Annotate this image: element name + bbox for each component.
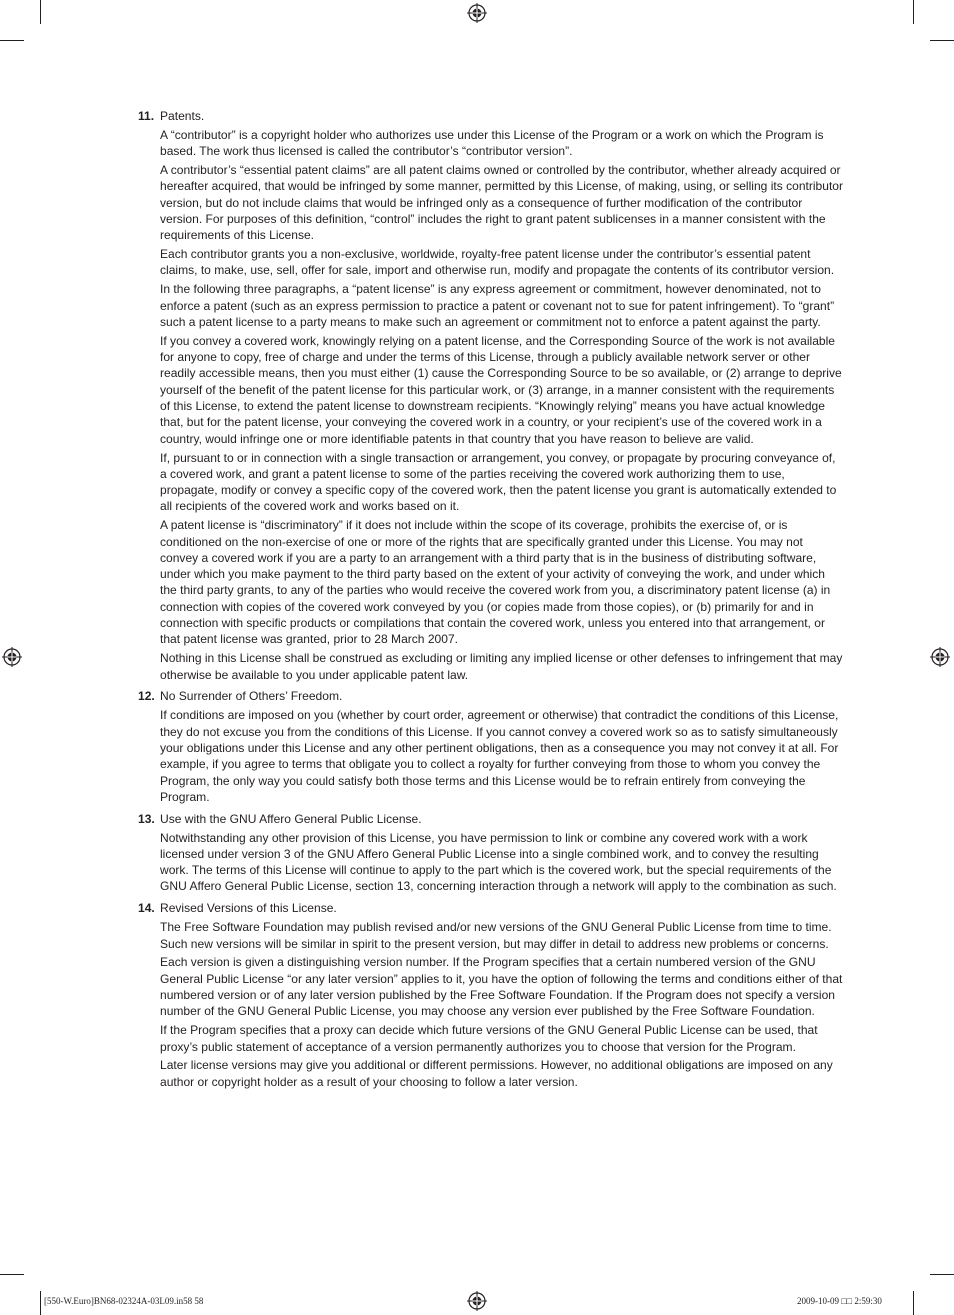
paragraph: If, pursuant to or in connection with a single transaction or arrangement, you convey, or propagate by procuring conveyance of, a covered work, and grant a patent license to some of the parties receiving the covered work authorizing them to use, propagate, modify or convey a specific copy of the covered work, then the patent license you grant is automatically extended to all recipients of the covered work and works based on it.: [160, 450, 837, 514]
section-revised-versions: [138, 900, 844, 1090]
registration-crosshair-icon: [467, 3, 487, 23]
paragraph: If you convey a covered work, knowingly relying on a patent license, and the Corresponding Source of the work is not available for anyone to copy, free of charge and under the terms of this License, through a publicly available network server or other readily accessible means, then you must either (1) cause the Corresponding Source to be so available, or (2) arrange to deprive yourself of the benefit of the patent license for this particular work, or (3) arrange, in a manner consistent with the requirements of this License, to extend the patent license to downstream recipients. “Knowingly relying” means you have actual knowledge that, but for the patent license, your conveying the covered work in a country, or your recipient’s use of the covered work in a country, would infringe one or more identifiable patents in that country that you have reason to believe are valid.: [160, 333, 842, 446]
section-patents: [138, 108, 844, 683]
paragraph: Each version is given a distinguishing version number. If the Program specifies that a certain numbered version of the GNU General Public License “or any later version” applies to it, you have the option of following the terms and conditions either of that numbered version or of any later version published by the Free Software Foundation. If the Program does not specify a version number of the GNU General Public License, you may choose any version ever published by the Free Software Foundation.: [160, 955, 843, 1019]
paragraph: Nothing in this License shall be construed as excluding or limiting any implied license or other defenses to infringement that may otherwise be available to you under applicable patent law.: [160, 651, 843, 682]
footer-file-slug: [550-W.Euro]BN68-02324A-03L09.in58 58: [44, 1296, 204, 1306]
section-title: Revised Versions of this License.: [160, 901, 337, 916]
paragraph: A contributor’s “essential patent claims” are all patent claims owned or controlled by the contributor, whether already acquired or hereafter acquired, that would be infringed by some manner, permitted by this License, of making, using, or selling its contributor version, but do not include claims that would be infringed only as a consequence of further modification of the contributor version. For purposes of this definition, “control” includes the right to grant patent sublicenses in a manner consistent with the requirements of this License.: [160, 163, 844, 243]
section-number: 11.: [138, 109, 155, 123]
section-no-surrender: [138, 688, 844, 805]
paragraph: Notwithstanding any other provision of this License, you have permission to link or combine any covered work with a work licensed under version 3 of the GNU Affero General Public License into a single combined work, and to convey the resulting work. The terms of this License will continue to apply to the part which is the covered work, but the special requirements of the GNU Affero General Public License, section 13, concerning interaction through a network will apply to the combination as such.: [160, 830, 837, 894]
paragraph: Each contributor grants you a non-exclusive, worldwide, royalty-free patent license under the contributor’s essential patent claims, to make, use, sell, offer for sale, import and otherwise run, modify and propagate the contents of its contributor version.: [160, 247, 835, 278]
paragraph: A “contributor” is a copyright holder who authorizes use under this License of the Program or a work on which the Program is based. The work thus licensed is called the contributor’s “contributor version”.: [160, 127, 824, 159]
crop-mark-bottom-right-horizontal: [930, 1274, 954, 1275]
crop-mark-top-left-horizontal: [0, 40, 24, 41]
section-title: Patents.: [160, 109, 205, 123]
paragraph: If conditions are imposed on you (whether by court order, agreement or otherwise) that contradict the conditions of this License, they do not excuse you from the conditions of this License. If you cannot convey a covered work so as to satisfy simultaneously your obligations under this License and any other pertinent obligations, then as a consequence you may not convey it at all. For example, if you agree to terms that obligate you to collect a royalty for further conveying from those to whom you convey the Program, the only way you could satisfy both those terms and this License would be to refrain entirely from conveying the Program.: [160, 708, 839, 804]
section-number: 12.: [138, 689, 155, 704]
paragraph: Later license versions may give you additional or different permissions. However, no additional obligations are imposed on any author or copyright holder as a result of your choosing to follow a later version.: [160, 1058, 833, 1089]
paragraph: In the following three paragraphs, a “patent license” is any express agreement or commitment, however denominated, not to enforce a patent (such as an express permission to practice a patent or covenant not to sue for patent infringement). To “grant” such a patent license to a party means to make such an agreement or commitment not to enforce a patent against the party.: [160, 282, 835, 329]
crop-mark-bottom-left-horizontal: [0, 1274, 24, 1275]
paragraph: A patent license is “discriminatory” if it does not include within the scope of its coverage, prohibits the exercise of, or is conditioned on the non-exercise of one or more of the rights that are specifically granted under this License. You may not convey a covered work if you are a party to an arrangement with a third party that is in the business of distributing software, under which you make payment to the third party based on the extent of your activity of conveying the work, and under which the third party grants, to any of the parties who would receive the covered work from you, a discriminatory patent license (a) in connection with copies of the covered work conveyed by you (or copies made from those copies), or (b) primarily for and in connection with specific products or compilations that contain the covered work, unless you entered into that arrangement, or that patent license was granted, prior to 28 March 2007.: [160, 518, 831, 647]
section-number: 13.: [138, 811, 155, 826]
section-title: No Surrender of Others’ Freedom.: [160, 689, 343, 704]
crop-mark-top-right-vertical: [913, 0, 914, 24]
license-text-body: [138, 108, 844, 1093]
registration-crosshair-icon: [2, 647, 22, 667]
footer-timestamp: 2009-10-09 □□ 2:59:30: [797, 1296, 882, 1306]
crop-mark-bottom-left-vertical: [40, 1291, 41, 1315]
crop-mark-top-right-horizontal: [930, 40, 954, 41]
section-affero: [138, 811, 844, 895]
crop-mark-top-left-vertical: [40, 0, 41, 24]
crop-mark-bottom-right-vertical: [913, 1291, 914, 1315]
registration-crosshair-icon: [930, 647, 950, 667]
section-number: 14.: [138, 901, 155, 916]
registration-crosshair-icon: [467, 1291, 487, 1311]
paragraph: If the Program specifies that a proxy can decide which future versions of the GNU General Public License can be used, that proxy’s public statement of acceptance of a version permanently authorizes you to choose that version for the Program.: [160, 1023, 818, 1054]
paragraph: The Free Software Foundation may publish revised and/or new versions of the GNU General Public License from time to time. Such new versions will be similar in spirit to the present version, but may differ in detail to address new problems or concerns.: [160, 920, 832, 951]
section-title: Use with the GNU Affero General Public License.: [160, 811, 422, 826]
